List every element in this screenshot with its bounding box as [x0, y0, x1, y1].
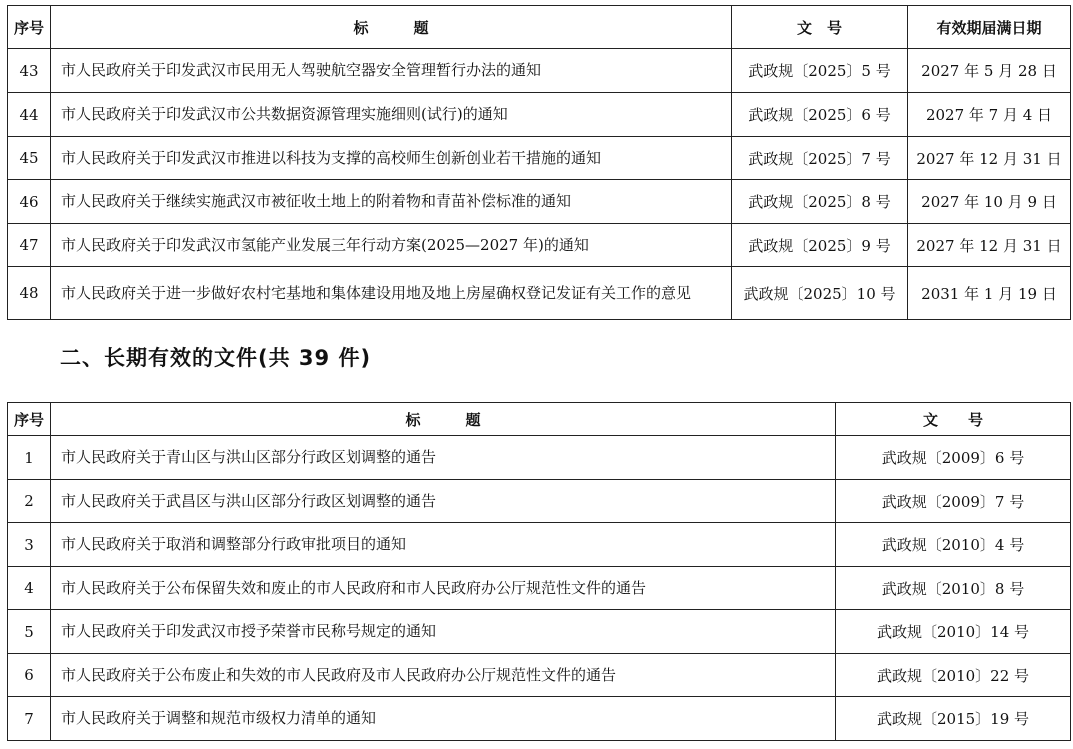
section-heading: 二、长期有效的文件(共 39 件) — [60, 346, 372, 370]
header-expiry-date: 有效期届满日期 — [908, 6, 1071, 49]
row-title: 市人民政府关于进一步做好农村宅基地和集体建设用地及地上房屋确权登记发证有关工作的意见 — [51, 267, 732, 320]
header-num: 序号 — [8, 6, 51, 49]
row-num: 43 — [8, 49, 51, 93]
table-row — [8, 180, 1071, 224]
row-num: 1 — [8, 436, 51, 480]
row-num: 46 — [8, 180, 51, 224]
table-row — [8, 267, 1071, 320]
table-row — [8, 224, 1071, 267]
row-expiry-date: 2027 年 12 月 31 日 — [908, 224, 1071, 267]
row-expiry-date: 2027 年 12 月 31 日 — [908, 137, 1071, 180]
row-doc-number: 武政规〔2010〕22 号 — [836, 654, 1071, 697]
row-title: 市人民政府关于印发武汉市授予荣誉市民称号规定的通知 — [51, 610, 836, 654]
table-row — [8, 49, 1071, 93]
row-title: 市人民政府关于印发武汉市民用无人驾驶航空器安全管理暂行办法的通知 — [51, 49, 732, 93]
row-title: 市人民政府关于印发武汉市推进以科技为支撑的高校师生创新创业若干措施的通知 — [51, 137, 732, 180]
row-title: 市人民政府关于青山区与洪山区部分行政区划调整的通告 — [51, 436, 836, 480]
table-header-row — [8, 403, 1071, 436]
long-term-documents-table — [7, 402, 1071, 741]
row-title: 市人民政府关于印发武汉市公共数据资源管理实施细则(试行)的通知 — [51, 93, 732, 137]
row-doc-number: 武政规〔2025〕5 号 — [732, 49, 908, 93]
row-doc-number: 武政规〔2010〕14 号 — [836, 610, 1071, 654]
row-doc-number: 武政规〔2009〕7 号 — [836, 480, 1071, 523]
row-title: 市人民政府关于武昌区与洪山区部分行政区划调整的通告 — [51, 480, 836, 523]
row-doc-number: 武政规〔2009〕6 号 — [836, 436, 1071, 480]
row-num: 6 — [8, 654, 51, 697]
row-num: 4 — [8, 567, 51, 610]
table-row — [8, 480, 1071, 523]
expiring-documents-table — [7, 5, 1071, 320]
row-num: 3 — [8, 523, 51, 567]
row-expiry-date: 2027 年 10 月 9 日 — [908, 180, 1071, 224]
row-doc-number: 武政规〔2025〕8 号 — [732, 180, 908, 224]
table-row — [8, 697, 1071, 741]
row-num: 5 — [8, 610, 51, 654]
row-num: 2 — [8, 480, 51, 523]
row-num: 44 — [8, 93, 51, 137]
row-title: 市人民政府关于继续实施武汉市被征收土地上的附着物和青苗补偿标准的通知 — [51, 180, 732, 224]
header-title: 标 题 — [51, 6, 732, 49]
row-expiry-date: 2027 年 7 月 4 日 — [908, 93, 1071, 137]
table-row — [8, 610, 1071, 654]
row-doc-number: 武政规〔2010〕8 号 — [836, 567, 1071, 610]
row-num: 7 — [8, 697, 51, 741]
table-row — [8, 654, 1071, 697]
row-doc-number: 武政规〔2025〕6 号 — [732, 93, 908, 137]
row-doc-number: 武政规〔2015〕19 号 — [836, 697, 1071, 741]
row-doc-number: 武政规〔2025〕9 号 — [732, 224, 908, 267]
header-num: 序号 — [8, 403, 51, 436]
row-expiry-date: 2027 年 5 月 28 日 — [908, 49, 1071, 93]
row-title: 市人民政府关于调整和规范市级权力清单的通知 — [51, 697, 836, 741]
row-expiry-date: 2031 年 1 月 19 日 — [908, 267, 1071, 320]
table-row — [8, 523, 1071, 567]
table-row — [8, 567, 1071, 610]
header-doc-number: 文 号 — [836, 403, 1071, 436]
row-title: 市人民政府关于公布保留失效和废止的市人民政府和市人民政府办公厅规范性文件的通告 — [51, 567, 836, 610]
row-doc-number: 武政规〔2010〕4 号 — [836, 523, 1071, 567]
row-doc-number: 武政规〔2025〕7 号 — [732, 137, 908, 180]
row-doc-number: 武政规〔2025〕10 号 — [732, 267, 908, 320]
header-title: 标 题 — [51, 403, 836, 436]
row-title: 市人民政府关于印发武汉市氢能产业发展三年行动方案(2025—2027 年)的通知 — [51, 224, 732, 267]
row-title: 市人民政府关于公布废止和失效的市人民政府及市人民政府办公厅规范性文件的通告 — [51, 654, 836, 697]
table-row — [8, 93, 1071, 137]
row-num: 48 — [8, 267, 51, 320]
row-title: 市人民政府关于取消和调整部分行政审批项目的通知 — [51, 523, 836, 567]
row-num: 47 — [8, 224, 51, 267]
table-row — [8, 137, 1071, 180]
row-num: 45 — [8, 137, 51, 180]
header-doc-number: 文 号 — [732, 6, 908, 49]
table-header-row — [8, 6, 1071, 49]
table-row — [8, 436, 1071, 480]
